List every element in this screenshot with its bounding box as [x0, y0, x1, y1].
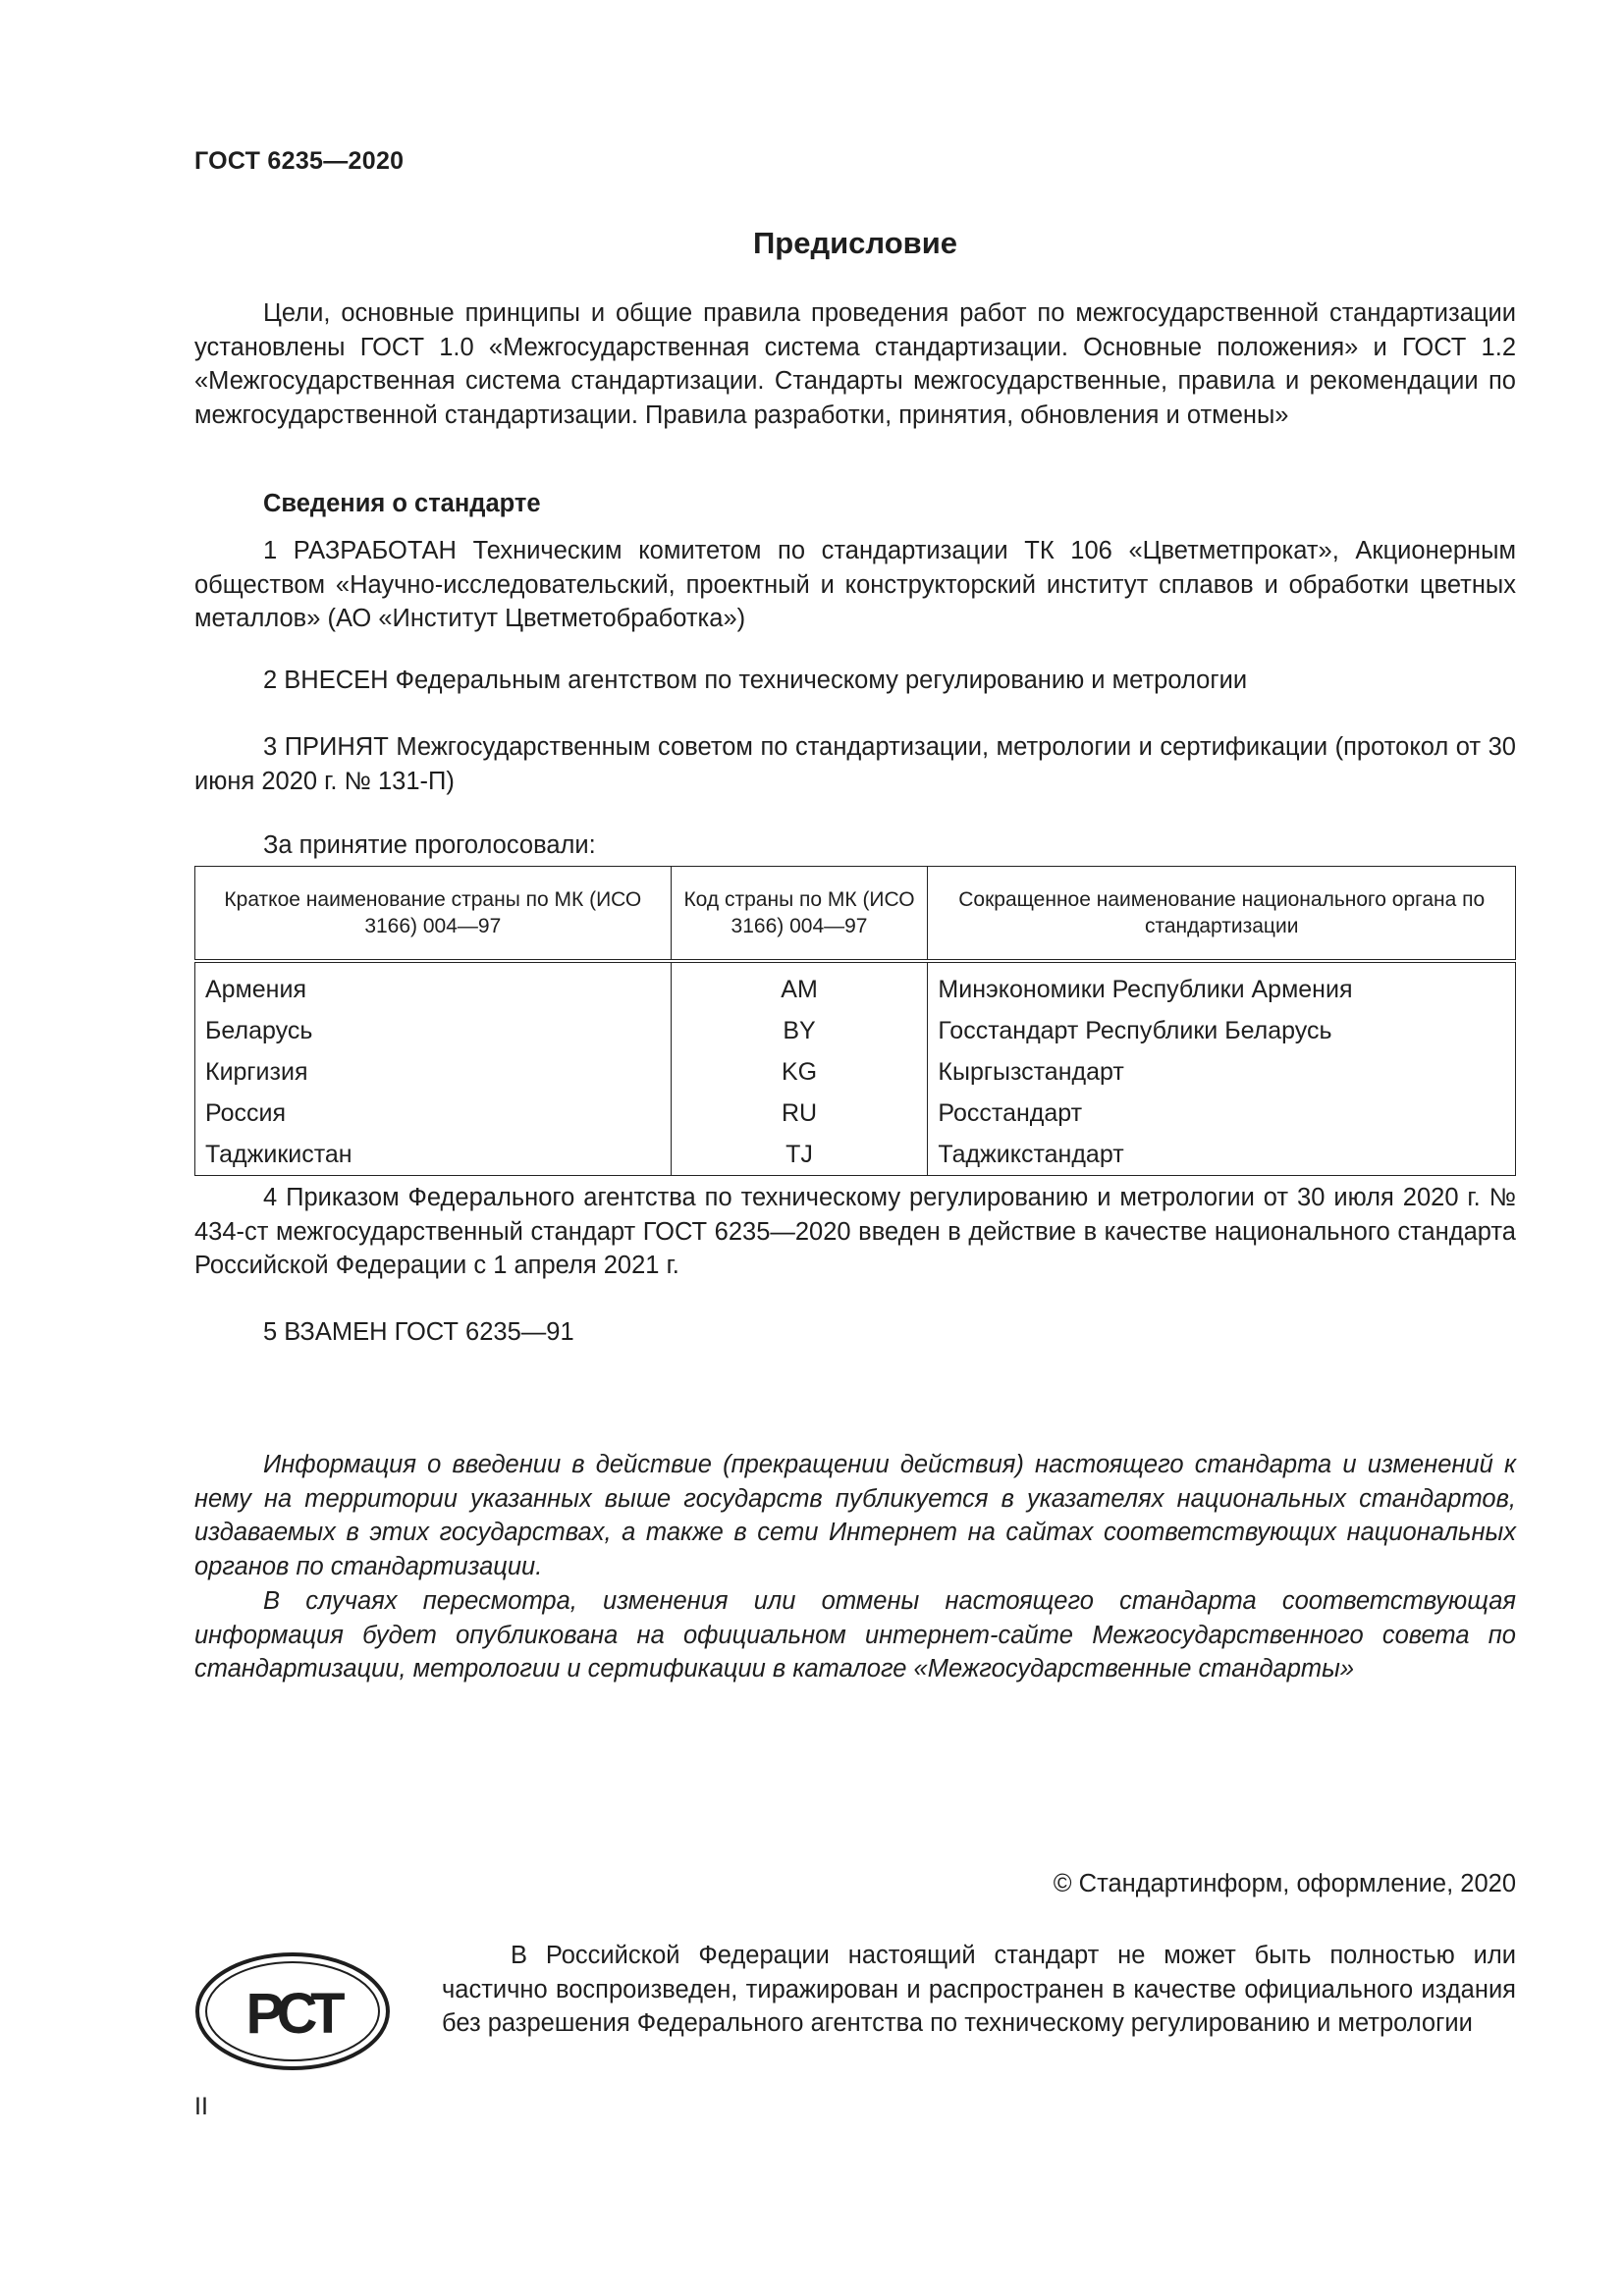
cell-standards-body: Таджикстандарт: [928, 1134, 1516, 1176]
table-row: [195, 1134, 1516, 1176]
cell-code: KG: [671, 1051, 928, 1093]
cell-standards-body: Минэкономики Республики Армения: [928, 961, 1516, 1010]
table-row: [195, 1051, 1516, 1093]
item-5-replaces: 5 ВЗАМЕН ГОСТ 6235—91: [263, 1318, 574, 1346]
cell-code: RU: [671, 1093, 928, 1134]
cell-code: AM: [671, 961, 928, 1010]
cell-standards-body: Росстандарт: [928, 1093, 1516, 1134]
votes-table-header-row: [195, 867, 1516, 962]
cell-country: Россия: [195, 1093, 672, 1134]
table-row: [195, 1093, 1516, 1134]
table-row: [195, 1010, 1516, 1051]
votes-intro: За принятие проголосовали:: [263, 831, 596, 859]
cell-country: Беларусь: [195, 1010, 672, 1051]
info-notice-2: В случаях пересмотра, изменения или отмены настоящего стандарта соответствующая информация будет опубликована на официальном интернет-сайте Межгосударственного совета по стандартизации, метрологии и сертификации в каталоге «Межгосударственные стандарты»: [194, 1587, 1516, 1682]
column-header-code: Код страны по МК (ИСО 3166) 004—97: [671, 867, 928, 962]
cell-country: Киргизия: [195, 1051, 672, 1093]
page-title: Предисловие: [752, 226, 957, 260]
cell-country: Армения: [195, 961, 672, 1010]
item-3-adopted-by: 3 ПРИНЯТ Межгосударственным советом по стандартизации, метрологии и сертификации (протокол от 30 июня 2020 г. № 131-П): [194, 733, 1516, 795]
copyright-line: © Стандартинформ, оформление, 2020: [1053, 1870, 1516, 1897]
cell-standards-body: Госстандарт Республики Беларусь: [928, 1010, 1516, 1051]
intro-paragraph: Цели, основные принципы и общие правила проведения работ по межгосударственной стандартизации установлены ГОСТ 1.0 «Межгосударственная система стандартизации. Основные положения» и ГОСТ 1.2 «Межгосударственная система стандартизации. Стандарты межгосударственные, правила и рекомендации по межгосударственной стандартизации. Правила разработки, принятия, обновления и отмены»: [194, 299, 1516, 429]
page-number: II: [194, 2093, 208, 2120]
cell-standards-body: Кыргызстандарт: [928, 1051, 1516, 1093]
document-page: [194, 0, 1516, 2296]
document-code-header: ГОСТ 6235—2020: [194, 147, 405, 175]
item-2-submitted-by: 2 ВНЕСЕН Федеральным агентством по техническому регулированию и метрологии: [263, 667, 1248, 694]
rst-certification-mark-icon: [194, 1950, 391, 2073]
reproduction-rights-notice: В Российской Федерации настоящий стандарт не может быть полностью или частично воспроизведен, тиражирован и распространен в качестве официального издания без разрешения Федерального агентства по техническому регулированию и метрологии: [442, 1942, 1516, 2037]
votes-table: [194, 866, 1516, 1176]
svg-text:РСТ: РСТ: [245, 1982, 340, 2046]
cell-code: TJ: [671, 1134, 928, 1176]
table-row: [195, 961, 1516, 1010]
cell-code: BY: [671, 1010, 928, 1051]
section-heading: Сведения о стандарте: [263, 490, 541, 517]
column-header-country: Краткое наименование страны по МК (ИСО 3166) 004—97: [195, 867, 672, 962]
item-4-enactment-order: 4 Приказом Федерального агентства по техническому регулированию и метрологии от 30 июля 2020 г. № 434-ст межгосударственный стандарт ГОСТ 6235—2020 введен в действие в качестве национального стандарта Российской Федерации с 1 апреля 2021 г.: [194, 1184, 1516, 1279]
cell-country: Таджикистан: [195, 1134, 672, 1176]
column-header-standards-body: Сокращенное наименование национального органа по стандартизации: [928, 867, 1516, 962]
item-1-developed-by: 1 РАЗРАБОТАН Техническим комитетом по стандартизации ТК 106 «Цветметпрокат», Акционерным обществом «Научно-исследовательский, проектный и конструкторский институт сплавов и обработки цветных металлов» (АО «Институт Цветметобработка»): [194, 537, 1516, 632]
info-notice-1: Информация о введении в действие (прекращении действия) настоящего стандарта и изменений к нему на территории указанных выше государств публикуется в указателях национальных стандартов, издаваемых в этих государствах, а также в сети Интернет на сайтах соответствующих национальных органов по стандартизации.: [194, 1451, 1516, 1580]
